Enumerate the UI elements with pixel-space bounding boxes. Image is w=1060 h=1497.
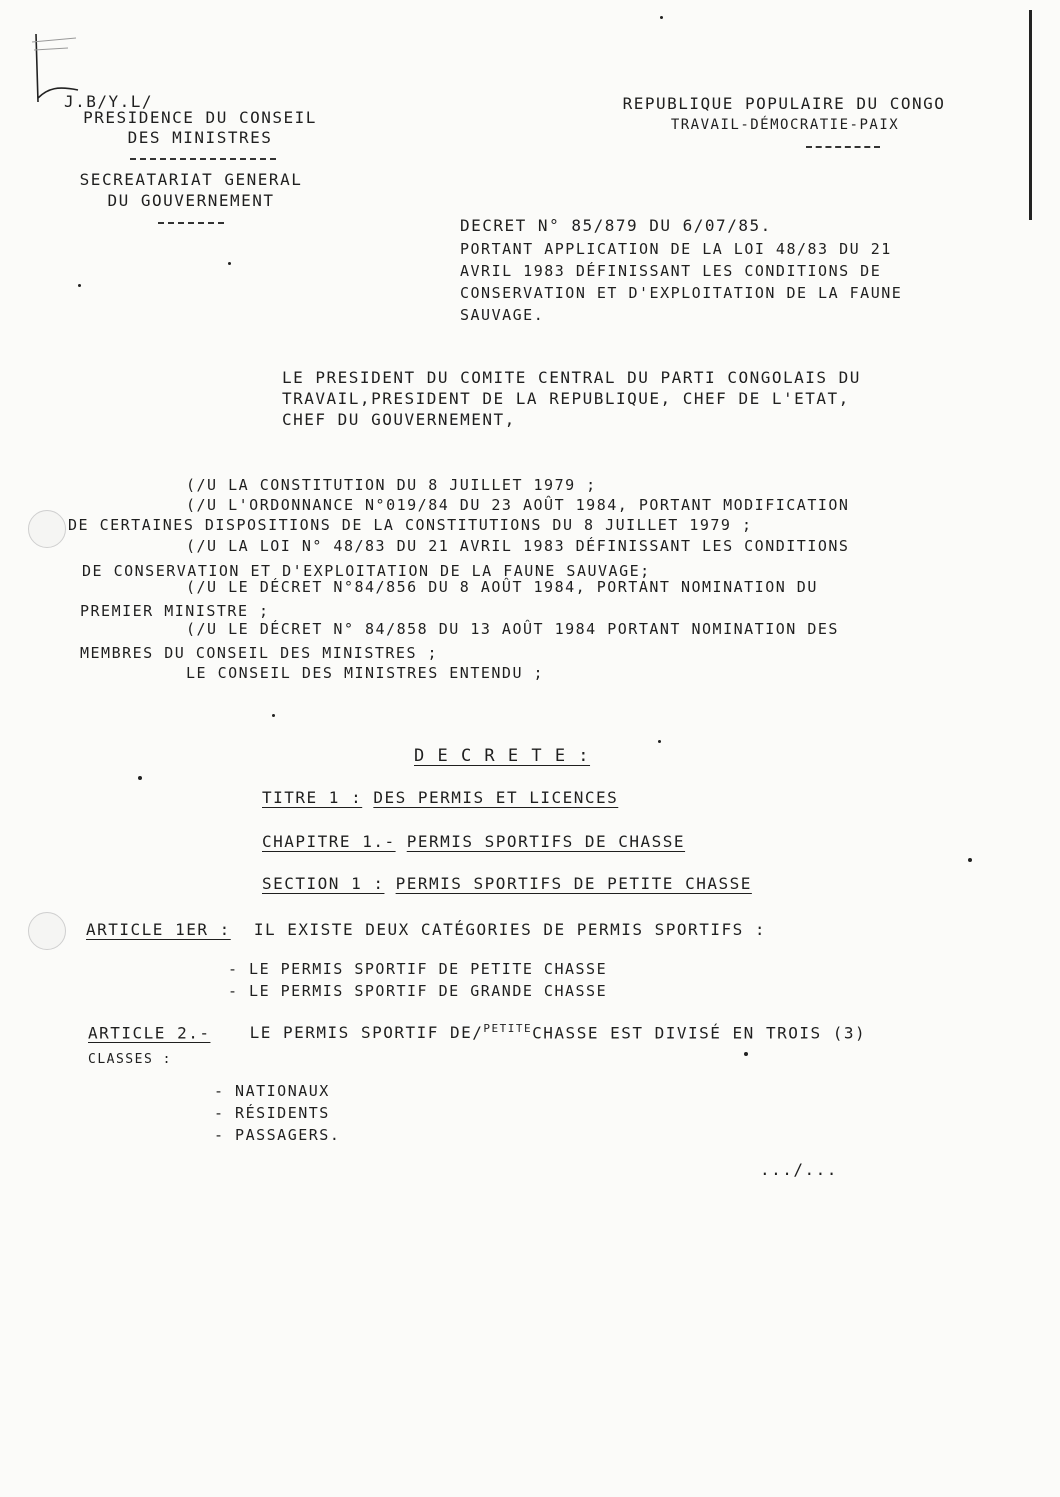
article-2-item: - PASSAGERS. [214, 1126, 341, 1144]
decrete-heading: D E C R E T E : [414, 746, 591, 766]
article-1 [86, 920, 766, 939]
titre-label: TITRE 1 : [262, 788, 363, 807]
president-line: LE PRESIDENT DU COMITE CENTRAL DU PARTI CONGOLAIS DU [282, 368, 861, 387]
consideration-line: PREMIER MINISTRE ; [80, 602, 270, 620]
decree-subject-line: SAUVAGE. [460, 306, 545, 324]
punch-hole [28, 510, 66, 548]
article-2-insert: PETITE [483, 1022, 533, 1035]
section-label: SECTION 1 : [262, 874, 385, 893]
chapitre-text: PERMIS SPORTIFS DE CHASSE [406, 832, 686, 851]
article-2-label: ARTICLE 2.- [88, 1023, 211, 1043]
chapitre-label: CHAPITRE 1.- [262, 832, 396, 851]
header-divider-short [158, 222, 224, 224]
consideration-line: (/U LE DÉCRET N° 84/858 DU 13 AOÛT 1984 PORTANT NOMINATION DES [186, 620, 839, 638]
speck [138, 776, 142, 780]
secretariat-line-1: SECREATARIAT GENERAL [79, 170, 303, 189]
article-2-item: - RÉSIDENTS [214, 1104, 330, 1122]
article-2-continuation: CLASSES : [88, 1052, 172, 1067]
decree-number: DECRET N° 85/879 DU 6/07/85. [460, 216, 772, 235]
speck [744, 1052, 748, 1056]
article-2-text-after: CHASSE EST DIVISÉ EN TROIS (3) [532, 1023, 867, 1043]
article-2 [88, 1022, 866, 1042]
initials: J.B/Y.L/ [64, 92, 154, 111]
decree-subject-line: PORTANT APPLICATION DE LA LOI 48/83 DU 21 [460, 240, 892, 258]
secretariat-line-2: DU GOUVERNEMENT [107, 191, 275, 210]
article-1-label: ARTICLE 1ER : [86, 920, 231, 939]
office-line-1: PRESIDENCE DU CONSEIL [83, 108, 317, 127]
titre-heading [262, 788, 618, 807]
titre-text: DES PERMIS ET LICENCES [373, 788, 619, 807]
section-heading [262, 874, 752, 893]
speck [228, 262, 231, 265]
article-1-item: - LE PERMIS SPORTIF DE PETITE CHASSE [228, 960, 608, 978]
motto: TRAVAIL-DÉMOCRATIE-PAIX [670, 117, 900, 133]
chapitre-heading [262, 832, 685, 851]
decree-subject-line: CONSERVATION ET D'EXPLOITATION DE LA FAUNE [460, 284, 903, 302]
article-2-text-before: LE PERMIS SPORTIF DE/ [249, 1023, 484, 1043]
consideration-line: (/U LA LOI N° 48/83 DU 21 AVRIL 1983 DÉFINISSANT LES CONDITIONS [186, 537, 850, 555]
speck [272, 714, 275, 717]
president-line: TRAVAIL,PRESIDENT DE LA REPUBLIQUE, CHEF DE L'ETAT, [282, 389, 850, 408]
consideration-line: DE CONSERVATION ET D'EXPLOITATION DE LA FAUNE SAUVAGE; [82, 562, 651, 580]
header-divider [130, 158, 276, 160]
speck [660, 16, 663, 19]
speck [658, 740, 661, 743]
speck [78, 284, 81, 287]
motto-divider [806, 146, 880, 148]
article-1-item: - LE PERMIS SPORTIF DE GRANDE CHASSE [228, 982, 608, 1000]
consideration-line: (/U L'ORDONNANCE N°019/84 DU 23 AOÛT 1984, PORTANT MODIFICATION [186, 496, 850, 514]
continuation-mark: .../... [760, 1160, 838, 1179]
article-1-text: IL EXISTE DEUX CATÉGORIES DE PERMIS SPORTIFS : [253, 920, 766, 939]
consideration-line: DE CERTAINES DISPOSITIONS DE LA CONSTITUTIONS DU 8 JUILLET 1979 ; [68, 516, 753, 534]
consideration-line: MEMBRES DU CONSEIL DES MINISTRES ; [80, 644, 439, 662]
country-name: REPUBLIQUE POPULAIRE DU CONGO [622, 94, 946, 113]
president-line: CHEF DU GOUVERNEMENT, [282, 410, 516, 429]
office-line-2: DES MINISTRES [127, 128, 273, 147]
consideration-line: (/U LE DÉCRET N°84/856 DU 8 AOÛT 1984, PORTANT NOMINATION DU [186, 578, 818, 596]
punch-hole [28, 912, 66, 950]
section-text: PERMIS SPORTIFS DE PETITE CHASSE [395, 874, 752, 893]
speck [968, 858, 972, 862]
decree-subject-line: AVRIL 1983 DÉFINISSANT LES CONDITIONS DE [460, 262, 882, 280]
consideration-line: LE CONSEIL DES MINISTRES ENTENDU ; [186, 664, 545, 682]
article-2-item: - NATIONAUX [214, 1082, 330, 1100]
consideration-line: (/U LA CONSTITUTION DU 8 JUILLET 1979 ; [186, 476, 597, 494]
page-edge-line [1029, 10, 1032, 220]
